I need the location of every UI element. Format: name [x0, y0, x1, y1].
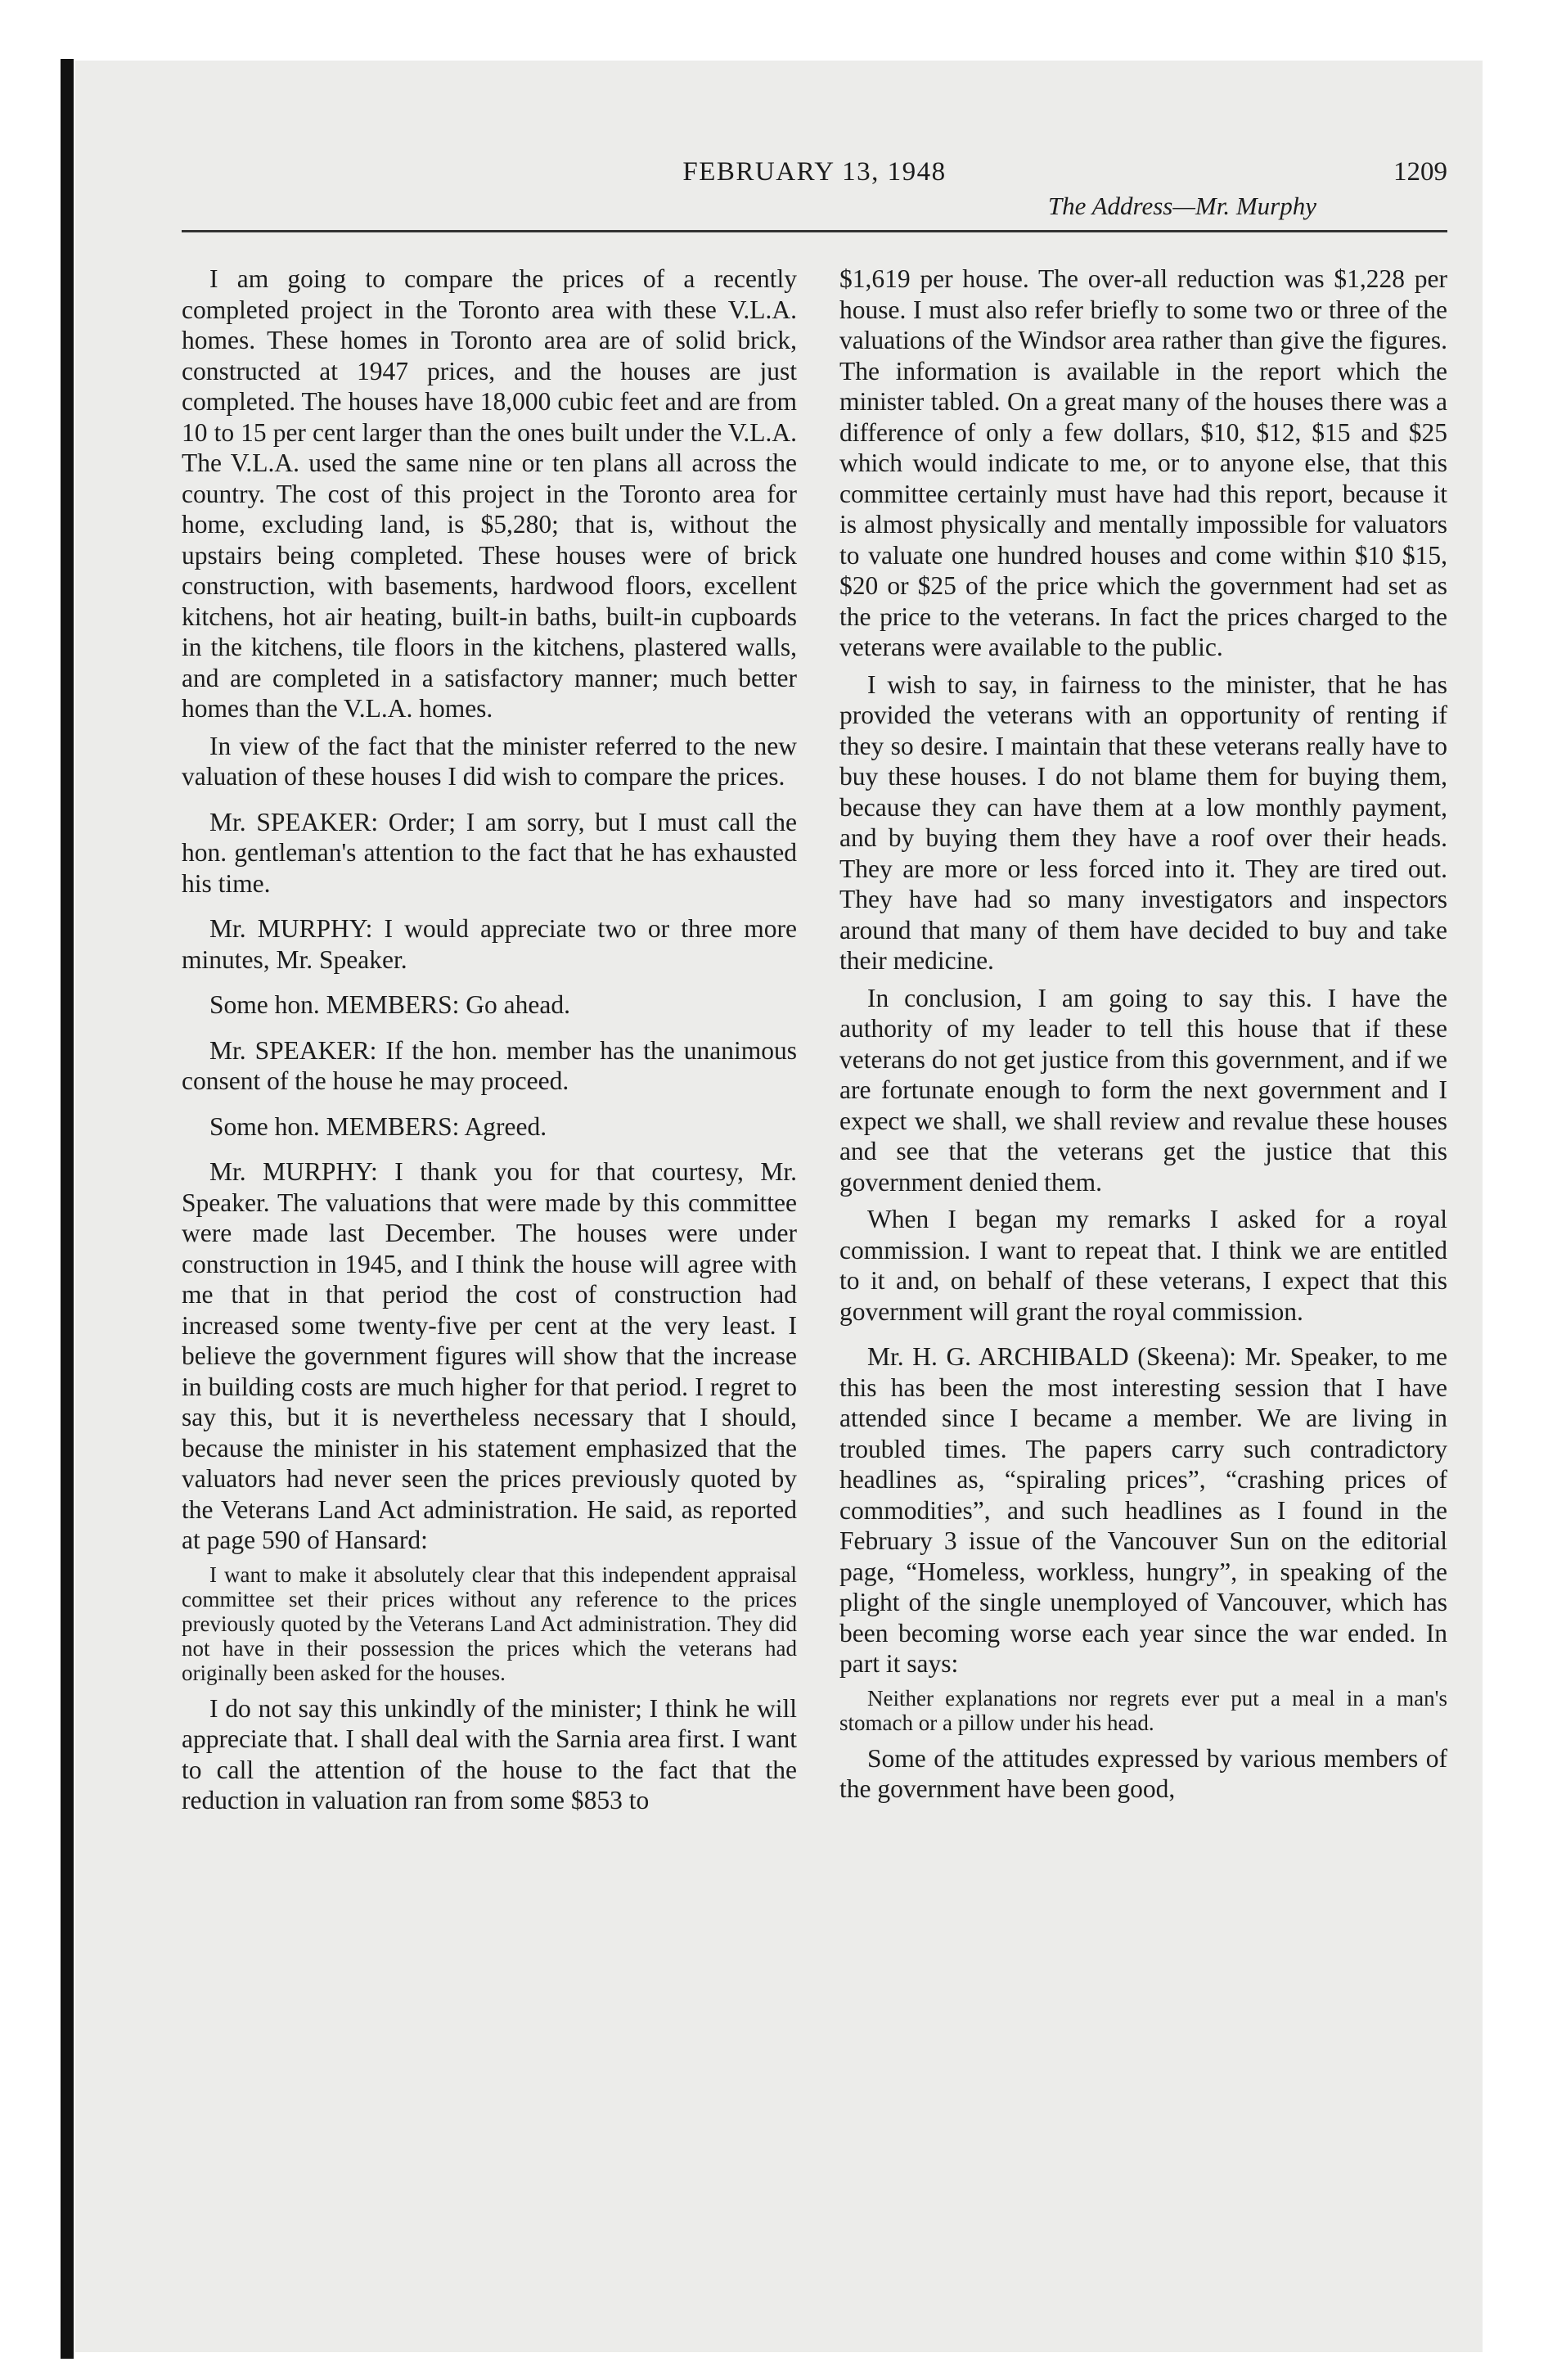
paragraph: Some hon. MEMBERS: Agreed. — [209, 1111, 547, 1141]
page-header — [182, 156, 1447, 231]
page-number: 1209 — [1393, 157, 1447, 187]
header-rule — [182, 230, 1447, 232]
paragraph: Some hon. MEMBERS: Go ahead. — [209, 990, 570, 1019]
running-title: The Address—Mr. Murphy — [1047, 192, 1316, 220]
block-quote: I want to make it absolutely clear that this independent appraisal committee set their prices without any reference to the prices previously quoted by the Veterans Land Act administration. They did not have in their possession the prices which the veterans had originally been asked for the houses. — [182, 1562, 797, 1685]
paragraph: Mr. MURPHY: I thank you for that courtesy, Mr. Speaker. The valuations that were made by this committee were made last December. The houses were under construction in 1945, and I think the house will agree with me that in that period the cost of construction had increased some twenty-five per cent at the very least. I believe the government figures will show that the increase in building costs are much higher for that period. I regret to say this, but it is nevertheless necessary that I should, because the minister in his statement emphasized that the valuators had never seen the prices previously quoted by the Veterans Land Act administration. He said, as reported at page 590 of Hansard: — [182, 1157, 797, 1554]
paragraph: When I began my remarks I asked for a royal commission. I want to repeat that. I think we are entitled to it and, on behalf of these veterans, I expect that this government will grant the royal commission. — [839, 1205, 1447, 1326]
header-date: FEBRUARY 13, 1948 — [682, 157, 947, 187]
scan-edge — [61, 59, 74, 2359]
right-column — [839, 264, 1447, 1811]
paragraph: Mr. SPEAKER: If the hon. member has the unanimous consent of the house he may proceed. — [182, 1035, 797, 1095]
left-column — [182, 264, 797, 1823]
paragraph: I am going to compare the prices of a recently completed project in the Toronto area with these V.L.A. homes. These homes in Toronto area are of solid brick, constructed at 1947 prices, and the houses are just completed. The houses have 18,000 cubic feet and are from 10 to 15 per cent larger than the ones built under the V.L.A. The V.L.A. used the same nine or ten plans all across the country. The cost of this project in the Toronto area for home, excluding land, is $5,280; that is, without the upstairs being completed. These houses were of brick construction, with basements, hardwood floors, excellent kitchens, hot air heating, built-in baths, built-in cupboards in the kitchens, tile floors in the kitchens, plastered walls, and are completed in a satisfactory manner; much better homes than the V.L.A. homes. — [182, 264, 797, 723]
paragraph: Mr. H. G. ARCHIBALD (Skeena): Mr. Speaker, to me this has been the most interesting session that I have attended since I became a member. We are living in troubled times. The papers carry such contradictory headlines as, “spiraling prices”, “crashing prices of commodities”, and such headlines as I found in the February 3 issue of the Vancouver Sun on the editorial page, “Homeless, workless, hungry”, in speaking of the plight of the single unemployed of Vancouver, which has been becoming worse each year since the war ended. In part it says: — [839, 1342, 1447, 1678]
paragraph: Mr. SPEAKER: Order; I am sorry, but I must call the hon. gentleman's attention to the fact that he has exhausted his time. — [182, 807, 797, 898]
paragraph: Some of the attitudes expressed by various members of the government have been good, — [839, 1743, 1447, 1803]
block-quote: Neither explanations nor regrets ever put a meal in a man's stomach or a pillow under his head. — [839, 1685, 1447, 1735]
paragraph: Mr. MURPHY: I would appreciate two or three more minutes, Mr. Speaker. — [182, 914, 797, 974]
paragraph: I wish to say, in fairness to the minister, that he has provided the veterans with an opportunity of renting if they so desire. I maintain that these veterans really have to buy these houses. I do not blame them for buying them, because they can have them at a low monthly payment, and by buying them they have a roof over their heads. They are more or less forced into it. They are tired out. They have had so many investigators and inspectors around that many of them have decided to buy and take their medicine. — [839, 669, 1447, 975]
paragraph: I do not say this unkindly of the minister; I think he will appreciate that. I shall deal with the Sarnia area first. I want to call the attention of the house to the fact that the reduction in valuation ran from some $853 to — [182, 1693, 797, 1814]
paragraph: $1,619 per house. The over-all reduction was $1,228 per house. I must also refer briefly to some two or three of the valuations of the Windsor area rather than give the figures. The information is available in the report which the minister tabled. On a great many of the houses there was a difference of only a few dollars, $10, $12, $15 and $25 which would indicate to me, or to anyone else, that this committee certainly must have had this report, because it is almost physically and mentally impossible for valuators to valuate one hundred houses and come within $10 $15, $20 or $25 of the price which the government had set as the price to the veterans. In fact the prices charged to the veterans were available to the public. — [839, 264, 1447, 661]
paragraph: In view of the fact that the minister referred to the new valuation of these houses I did wish to compare the prices. — [182, 731, 797, 791]
paragraph: In conclusion, I am going to say this. I have the authority of my leader to tell this house that if these veterans do not get justice from this government, and if we are fortunate enough to form the next government and I expect we shall, we shall review and revalue these houses and see that the veterans get the justice that this government denied them. — [839, 983, 1447, 1197]
